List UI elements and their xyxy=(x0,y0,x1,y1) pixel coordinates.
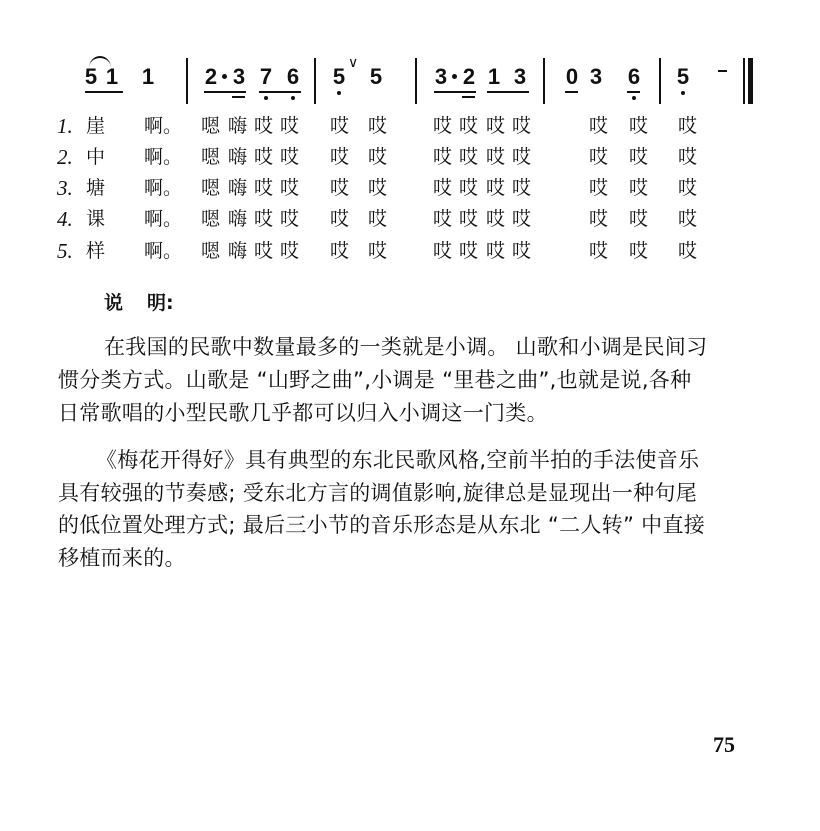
lyric-char: 哎 xyxy=(512,208,532,230)
page-number: 75 xyxy=(713,732,735,757)
barline xyxy=(415,58,417,104)
beam-underline-2 xyxy=(232,96,245,98)
lyric-char: 哎 xyxy=(486,208,506,230)
paragraph-line: 惯分类方式。山歌是 “山野之曲”,小调是 “里巷之曲”,也就是说,各种 xyxy=(58,368,692,392)
beam-underline xyxy=(565,91,578,93)
lyric-char: 哎 xyxy=(254,115,274,137)
low-octave-dot xyxy=(337,91,341,95)
note: 3 xyxy=(589,64,603,89)
paragraph-line: 在我国的民歌中数量最多的一类就是小调。 山歌和小调是民间习 xyxy=(104,335,708,359)
lyric-char: 哎 xyxy=(368,177,388,199)
lyric-char: 哎 xyxy=(433,177,453,199)
lyric-char: 塘 xyxy=(86,177,106,199)
note: 2 xyxy=(204,64,218,89)
heading-char-1: 说 xyxy=(104,292,124,314)
lyric-char: 哎 xyxy=(486,177,506,199)
lyric-char: 哎 xyxy=(459,240,479,262)
lyric-row-1 xyxy=(0,114,820,142)
lyric-char: 哎 xyxy=(280,240,300,262)
paragraph-line: 具有较强的节奏感; 受东北方言的调值影响,旋律总是显现出一种句尾 xyxy=(58,481,698,505)
verse-number: 1. xyxy=(57,114,73,138)
beam-underline xyxy=(259,91,301,93)
lyric-char: 哎 xyxy=(254,240,274,262)
lyric-char: 哎 xyxy=(330,208,350,230)
lyric-char: 哎 xyxy=(589,115,609,137)
lyric-char: 哎 xyxy=(678,115,698,137)
lyric-char: 嗨 xyxy=(228,208,248,230)
beam-underline xyxy=(487,91,529,93)
lyric-char: 哎 xyxy=(280,208,300,230)
lyric-char: 哎 xyxy=(459,208,479,230)
lyric-char: 哎 xyxy=(589,240,609,262)
note: 3 xyxy=(434,64,448,89)
lyric-char: 哎 xyxy=(512,146,532,168)
lyric-char: 哎 xyxy=(459,146,479,168)
lyric-char: 样 xyxy=(86,240,106,262)
note: 6 xyxy=(286,64,300,89)
lyric-char: 嗨 xyxy=(228,177,248,199)
low-octave-dot xyxy=(632,96,636,100)
final-barline-thin xyxy=(743,58,745,104)
note: 2 xyxy=(462,64,476,89)
paragraph-line: 日常歌唱的小型民歌几乎都可以归入小调这一门类。 xyxy=(58,401,548,425)
barline xyxy=(314,58,316,104)
note: 1 xyxy=(105,64,119,89)
lyric-char: 哎 xyxy=(678,177,698,199)
lyric-char: 嗯 xyxy=(201,115,221,137)
lyric-char: 哎 xyxy=(629,240,649,262)
beam-underline xyxy=(627,91,640,93)
note: 3 xyxy=(513,64,527,89)
note: 5 xyxy=(84,64,98,89)
lyric-char: 啊。 xyxy=(144,208,183,230)
paragraph-line: 《梅花开得好》具有典型的东北民歌风格,空前半拍的手法使音乐 xyxy=(96,448,700,472)
lyric-char: 嗯 xyxy=(201,146,221,168)
lyric-char: 哎 xyxy=(433,146,453,168)
lyric-char: 课 xyxy=(86,208,106,230)
lyric-char: 哎 xyxy=(330,177,350,199)
note: 0 xyxy=(565,64,579,89)
lyric-char: 啊。 xyxy=(144,146,183,168)
paragraph-line: 的低位置处理方式; 最后三小节的音乐形态是从东北 “二人转” 中直接 xyxy=(58,513,706,537)
low-octave-dot xyxy=(291,96,295,100)
lyric-char: 哎 xyxy=(486,240,506,262)
lyric-char: 哎 xyxy=(486,115,506,137)
lyric-char: 啊。 xyxy=(144,240,183,262)
jianpu-notation xyxy=(0,0,820,110)
verse-number: 4. xyxy=(57,207,73,231)
lyric-char: 哎 xyxy=(512,240,532,262)
lyric-char: 嗯 xyxy=(201,240,221,262)
lyric-char: 哎 xyxy=(629,146,649,168)
lyric-char: 嗨 xyxy=(228,240,248,262)
lyric-char: 哎 xyxy=(368,240,388,262)
lyric-char: 哎 xyxy=(589,208,609,230)
extension-dash xyxy=(718,70,727,72)
note: 5 xyxy=(332,64,346,89)
lyric-char: 哎 xyxy=(629,208,649,230)
barline xyxy=(659,58,661,104)
lyric-char: 哎 xyxy=(678,208,698,230)
beam-underline xyxy=(204,91,246,93)
augmentation-dot xyxy=(222,74,227,79)
note: 7 xyxy=(259,64,273,89)
lyric-char: 哎 xyxy=(678,146,698,168)
lyric-char: 哎 xyxy=(330,240,350,262)
lyric-char: 哎 xyxy=(368,146,388,168)
lyric-char: 哎 xyxy=(589,177,609,199)
lyric-char: 哎 xyxy=(678,240,698,262)
beam-underline xyxy=(85,91,123,93)
lyric-char: 中 xyxy=(86,146,106,168)
lyric-row-2 xyxy=(0,145,820,173)
heading-char-2: 明: xyxy=(147,292,174,314)
lyric-char: 啊。 xyxy=(144,177,183,199)
verse-number: 2. xyxy=(57,145,73,169)
lyric-char: 哎 xyxy=(254,208,274,230)
lyric-char: 哎 xyxy=(368,115,388,137)
note: 5 xyxy=(369,64,383,89)
lyric-char: 哎 xyxy=(486,146,506,168)
lyric-char: 哎 xyxy=(254,146,274,168)
note: 1 xyxy=(141,64,155,89)
lyric-char: 哎 xyxy=(254,177,274,199)
lyric-char: 哎 xyxy=(280,115,300,137)
note: 3 xyxy=(232,64,246,89)
lyric-char: 嗨 xyxy=(228,115,248,137)
lyric-char: 哎 xyxy=(330,115,350,137)
note: 1 xyxy=(487,64,501,89)
paragraph-line: 移植而来的。 xyxy=(58,546,186,570)
lyric-char: 嗨 xyxy=(228,146,248,168)
lyric-row-3 xyxy=(0,176,820,204)
barline xyxy=(543,58,545,104)
augmentation-dot xyxy=(452,74,457,79)
lyric-char: 嗯 xyxy=(201,208,221,230)
note: 5 xyxy=(676,64,690,89)
lyric-char: 哎 xyxy=(280,146,300,168)
lyric-char: 哎 xyxy=(330,146,350,168)
lyric-char: 哎 xyxy=(629,177,649,199)
low-octave-dot xyxy=(681,91,685,95)
lyric-char: 哎 xyxy=(433,115,453,137)
verse-number: 3. xyxy=(57,176,73,200)
lyric-char: 哎 xyxy=(433,208,453,230)
lyric-char: 崖 xyxy=(86,115,106,137)
beam-underline-2 xyxy=(462,96,475,98)
note: 6 xyxy=(627,64,641,89)
lyric-char: 哎 xyxy=(629,115,649,137)
barline xyxy=(186,58,188,104)
lyric-char: 哎 xyxy=(512,177,532,199)
lyric-char: 哎 xyxy=(433,240,453,262)
lyric-row-4 xyxy=(0,207,820,235)
lyric-char: 啊。 xyxy=(144,115,183,137)
lyric-char: 哎 xyxy=(459,177,479,199)
lyric-char: 哎 xyxy=(280,177,300,199)
lyric-char: 哎 xyxy=(589,146,609,168)
final-barline-thick xyxy=(748,58,753,104)
lyric-row-5 xyxy=(0,239,820,267)
lyric-char: 哎 xyxy=(512,115,532,137)
lyric-char: 哎 xyxy=(459,115,479,137)
lyric-char: 哎 xyxy=(368,208,388,230)
verse-number: 5. xyxy=(57,239,73,263)
lyric-char: 嗯 xyxy=(201,177,221,199)
low-octave-dot xyxy=(264,96,268,100)
explanation-heading xyxy=(104,288,174,315)
beam-underline xyxy=(434,91,476,93)
breath-mark: ∨ xyxy=(348,54,359,70)
